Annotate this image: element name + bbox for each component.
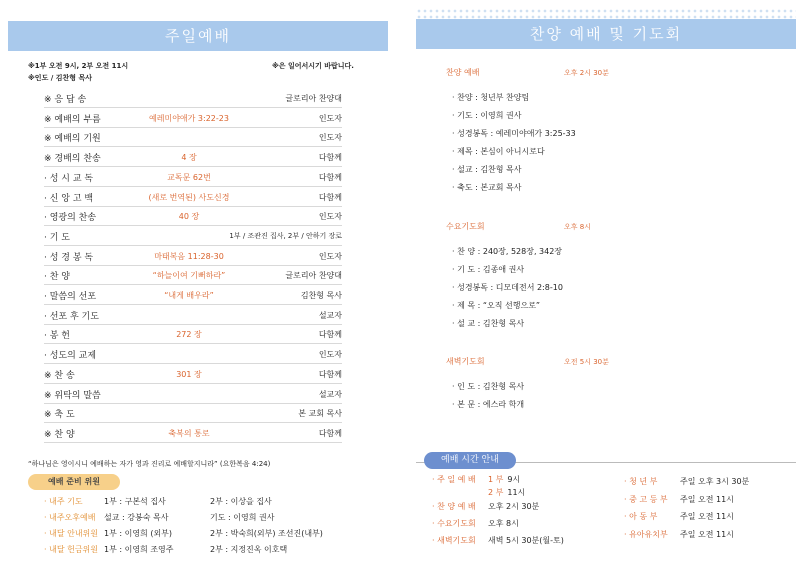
order-role: 다함께 (318, 192, 342, 202)
staff-role: · 내달 안내위원 (44, 529, 98, 538)
order-detail: 예레미야애가 3:22-23 (149, 113, 229, 123)
order-detail: 272 장 (176, 330, 202, 340)
staff-role: · 내주오후예배 (44, 513, 96, 522)
dept-label: · 중 고 등 부 (624, 494, 668, 504)
order-label: · 영광의 찬송 (44, 213, 97, 224)
time-label: · 찬 양 예 배 (432, 502, 476, 511)
order-row (44, 149, 342, 167)
order-label: ※ 찬 양 (44, 429, 75, 440)
order-label: · 신 앙 고 백 (44, 193, 94, 204)
staff-role: · 내달 헌금위원 (44, 545, 98, 554)
order-label: · 성 경 봉 독 (44, 252, 94, 263)
order-row (44, 425, 342, 443)
order-row (44, 129, 342, 147)
order-role: 다함께 (318, 369, 342, 379)
order-row (44, 366, 342, 384)
time-row (432, 474, 520, 485)
order-row (44, 248, 342, 266)
section-item: · 기 도 : 김종애 권사 (452, 265, 525, 274)
dept-time: 주일 오전 11시 (680, 529, 734, 539)
staff-first: 1부 : 구본석 집사 (104, 497, 166, 506)
dept-time-row (624, 494, 734, 505)
order-row (44, 169, 342, 187)
order-role: 설교자 (318, 389, 342, 399)
order-detail: “내게 배우라” (164, 291, 214, 300)
time-label: · 주 일 예 배 (432, 475, 476, 484)
section-item: · 찬양 : 청년부 찬양팀 (452, 93, 530, 102)
staff-row (44, 512, 274, 527)
order-row (44, 405, 342, 423)
section-item: · 제목 : 본심이 아니시로다 (452, 147, 545, 156)
time-value: 2 부 (488, 488, 504, 497)
order-detail: “하늘이여 기뻐하라” (152, 271, 226, 281)
order-row (44, 208, 342, 226)
dept-label: · 아 동 부 (624, 512, 658, 521)
order-label: · 찬 양 (44, 272, 70, 283)
staff-role: · 내주 기도 (44, 497, 83, 506)
order-role: 글로리아 찬양대 (285, 271, 342, 281)
order-role: 1부 / 조관진 집사, 2부 / 안하기 장로 (229, 231, 342, 240)
header-dots (416, 8, 796, 19)
dept-time-row (624, 511, 734, 522)
order-detail: 마태복음 11:28-30 (154, 251, 224, 261)
staff-title: 예배 준비 위원 (28, 474, 120, 490)
order-label: ※ 예배의 기원 (44, 134, 101, 145)
standing-note: ※은 일어서시기 바랍니다. (272, 62, 354, 70)
order-label: · 성 시 교 독 (44, 173, 94, 184)
order-role: 다함께 (318, 330, 342, 340)
order-role: 다함께 (318, 172, 342, 182)
left-page-title: 주일예배 (8, 21, 388, 51)
order-role: 인도자 (318, 350, 342, 360)
dept-label: · 청 년 부 (624, 477, 658, 486)
order-label: ※ 위탁의 말씀 (44, 390, 101, 401)
time-label: · 수요기도회 (432, 519, 476, 528)
staff-second: 2부 : 박숙희(외부) 조선진(내부) (210, 529, 323, 538)
order-detail: (새로 번역된) 사도신경 (148, 192, 230, 202)
staff-second: 기도 : 이영희 권사 (210, 513, 275, 522)
times-title: 예배 시간 안내 (424, 452, 516, 469)
staff-row (44, 528, 323, 543)
order-row (44, 287, 342, 305)
order-row (44, 267, 342, 285)
section-item: · 제 목 : “오직 선행으로” (452, 301, 541, 310)
order-label: ※ 찬 송 (44, 370, 75, 381)
order-role: 인도자 (318, 113, 342, 123)
time-value: 오후 8시 (488, 519, 519, 528)
order-role: 인도자 (318, 133, 342, 143)
order-row (44, 228, 342, 246)
dept-time: 주일 오전 11시 (680, 512, 734, 521)
time-label: · 새벽기도회 (432, 536, 476, 545)
order-role: 본 교회 목사 (298, 409, 342, 419)
dept-time: 주일 오후 3시 30분 (680, 477, 750, 486)
section-time: 오후 8시 (564, 223, 591, 231)
section-item: · 기도 : 이영희 권사 (452, 111, 522, 120)
time-value-2: 9시 (507, 475, 521, 484)
service-times-note: ※1부 오전 9시, 2부 오전 11시 (28, 62, 129, 70)
dept-time-row (624, 529, 734, 540)
section-item: · 인 도 : 김찬형 목사 (452, 382, 525, 391)
order-label: · 선포 후 기도 (44, 311, 99, 322)
time-value: 1 부 (488, 475, 504, 484)
order-row (44, 90, 342, 108)
order-row (44, 326, 342, 344)
order-row (44, 110, 342, 128)
order-detail: 축복의 통로 (168, 428, 210, 438)
section-title: 새벽기도회 (446, 357, 485, 366)
order-label: · 말씀의 선포 (44, 292, 97, 302)
order-label: ※ 예배의 부름 (44, 114, 101, 125)
time-value-2: 11시 (507, 488, 526, 497)
order-role: 인도자 (318, 212, 342, 222)
staff-second: 2부 : 이상을 집사 (210, 497, 272, 506)
staff-first: 1부 : 이영희 조영주 (104, 545, 174, 554)
time-value: 오후 2시 30분 (488, 502, 540, 511)
staff-first: 설교 : 강봉숙 목사 (104, 513, 169, 522)
staff-row (44, 544, 287, 559)
section-time: 오후 2시 30분 (564, 69, 609, 77)
order-detail: 40 장 (178, 212, 200, 222)
section-item: · 성경봉독 : 디모데전서 2:8-10 (452, 283, 563, 292)
order-label: ※ 경배의 찬송 (44, 154, 101, 165)
order-label: · 기 도 (44, 232, 70, 243)
order-role: 다함께 (318, 428, 342, 438)
section-item: · 본 문 : 에스라 학개 (452, 400, 525, 409)
dept-time-row (624, 476, 749, 487)
order-row (44, 386, 342, 404)
leader-note: ※인도 / 김찬형 목사 (28, 74, 93, 82)
right-page-title: 찬양 예배 및 기도회 (416, 19, 796, 49)
section-time: 오전 5시 30분 (564, 358, 609, 366)
dept-label: · 유아유치부 (624, 529, 668, 539)
section-title: 수요기도회 (446, 222, 485, 231)
section-item: · 설 교 : 김찬형 목사 (452, 319, 525, 328)
order-row (44, 189, 342, 207)
section-item: · 성경봉독 : 예레미야애가 3:25-33 (452, 129, 576, 138)
dept-time: 주일 오전 11시 (680, 494, 734, 504)
order-detail: 301 장 (176, 369, 202, 379)
order-label: ※ 축 도 (44, 410, 75, 421)
section-title: 찬양 예배 (446, 68, 480, 77)
order-role: 인도자 (318, 251, 342, 261)
staff-second: 2부 : 지정진옥 이호택 (210, 545, 288, 554)
time-row (432, 487, 525, 498)
section-item: · 찬 양 : 240장, 528장, 342장 (452, 247, 563, 256)
order-role: 설교자 (318, 310, 342, 320)
scripture-quote: “하나님은 영이시니 예배하는 자가 영과 진리로 예배할지니라” (요한복음 4:24) (28, 460, 271, 468)
order-row (44, 346, 342, 364)
section-item: · 설교 : 김찬형 목사 (452, 165, 522, 174)
order-label: ※ 응 답 송 (44, 95, 87, 105)
order-row (44, 307, 342, 325)
staff-first: 1부 : 이영희 (외부) (104, 529, 173, 538)
order-role: 김찬형 목사 (300, 291, 342, 300)
time-value: 새벽 5시 30분(월-토) (488, 536, 564, 545)
order-role: 다함께 (318, 153, 342, 163)
time-row (432, 501, 543, 512)
order-label: · 봉 헌 (44, 331, 70, 342)
order-role: 글로리아 찬양대 (285, 94, 342, 103)
time-row (432, 518, 523, 529)
staff-row (44, 496, 272, 511)
order-label: · 성도의 교제 (44, 351, 97, 362)
order-detail: 4 장 (181, 153, 197, 163)
time-row (432, 535, 568, 546)
order-detail: 교독문 62번 (167, 172, 211, 182)
section-item: · 축도 : 본교회 목사 (452, 183, 522, 192)
